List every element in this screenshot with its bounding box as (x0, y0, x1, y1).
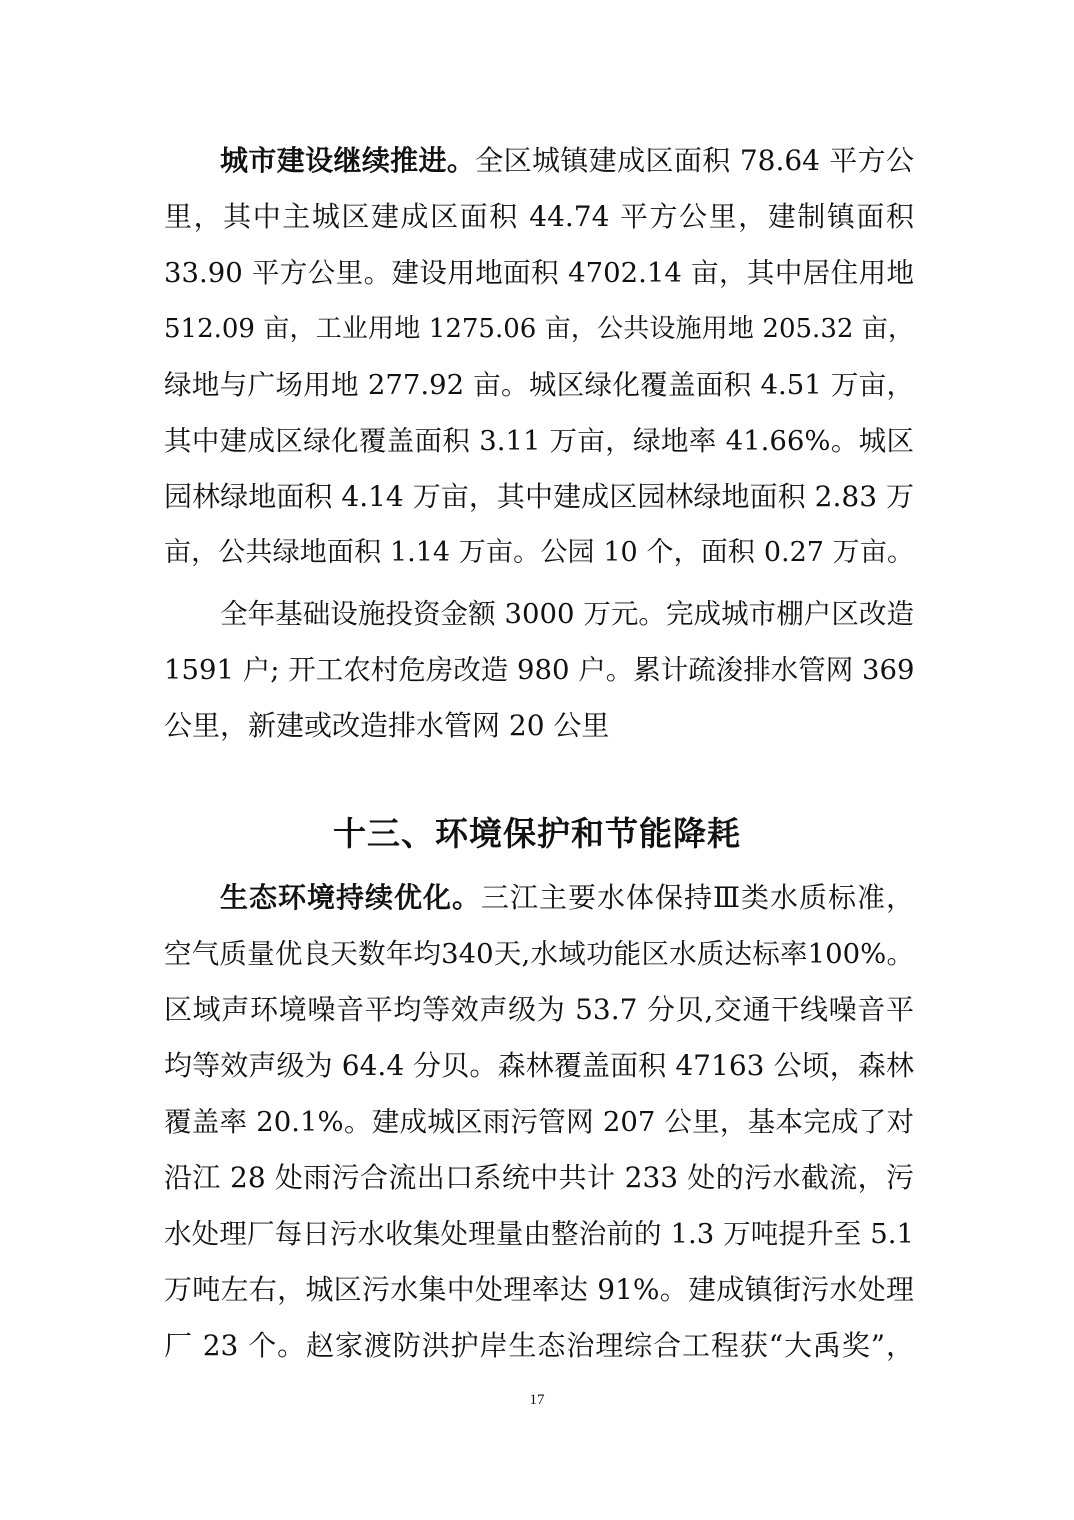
page-number: 17 (529, 1392, 545, 1408)
paragraph-line: 园林绿地面积 4.14 万亩，其中建成区园林绿地面积 2.83 万 (164, 480, 914, 513)
paragraph-line: 万吨左右，城区污水集中处理率达 91%。建成镇街污水处理 (164, 1273, 914, 1306)
paragraph-line: 1591 户; 开工农村危房改造 980 户。累计疏浚排水管网 369 (164, 654, 915, 686)
paragraph-line: 512.09 亩，工业用地 1275.06 亩，公共设施用地 205.32 亩， (164, 314, 914, 344)
paragraph-line: 均等效声级为 64.4 分贝。森林覆盖面积 47163 公顷，森林 (164, 1049, 914, 1082)
paragraph-text: 三江主要水体保持Ⅲ类水质标准， (481, 881, 914, 914)
paragraph-line: 公里，新建或改造排水管网 20 公里 (164, 709, 610, 742)
paragraph-line: 水处理厂每日污水收集处理量由整治前的 1.3 万吨提升至 5.1 (164, 1218, 914, 1250)
paragraph-line (164, 133, 914, 189)
paragraph-line: 厂 23 个。赵家渡防洪护岸生态治理综合工程获“大禹奖”， (164, 1329, 914, 1362)
paragraph-lead: 城市建设继续推进。 (220, 144, 476, 177)
paragraph-line: 全年基础设施投资金额 3000 万元。完成城市棚户区改造 (220, 598, 914, 630)
paragraph-line: 空气质量优良天数年均340天,水域功能区水质达标率100%。 (164, 938, 914, 970)
paragraph-infrastructure-investment (164, 586, 914, 754)
paragraph-line: 亩，公共绿地面积 1.14 万亩。公园 10 个，面积 0.27 万亩。 (164, 537, 914, 568)
paragraph-lead: 生态环境持续优化。 (220, 881, 481, 914)
paragraph-line: 里，其中主城区建成区面积 44.74 平方公里，建制镇面积 (164, 200, 914, 233)
paragraph-line (164, 870, 914, 926)
paragraph-line: 覆盖率 20.1%。建成城区雨污管网 207 公里，基本完成了对 (164, 1106, 914, 1138)
paragraph-text: 全区城镇建成区面积 78.64 平方公 (475, 144, 914, 177)
paragraph-line: 沿江 28 处雨污合流出口系统中共计 233 处的污水截流，污 (164, 1161, 914, 1194)
paragraph-line: 区域声环境噪音平均等效声级为 53.7 分贝,交通干线噪音平 (164, 993, 914, 1026)
paragraph-line: 绿地与广场用地 277.92 亩。城区绿化覆盖面积 4.51 万亩， (164, 369, 914, 401)
paragraph-environment (164, 870, 914, 1374)
paragraph-urban-construction (164, 133, 914, 581)
paragraph-line: 其中建成区绿化覆盖面积 3.11 万亩，绿地率 41.66%。城区 (164, 425, 914, 457)
paragraph-line: 33.90 平方公里。建设用地面积 4702.14 亩，其中居住用地 (164, 257, 914, 289)
section-heading: 十三、环境保护和节能降耗 (333, 814, 741, 853)
